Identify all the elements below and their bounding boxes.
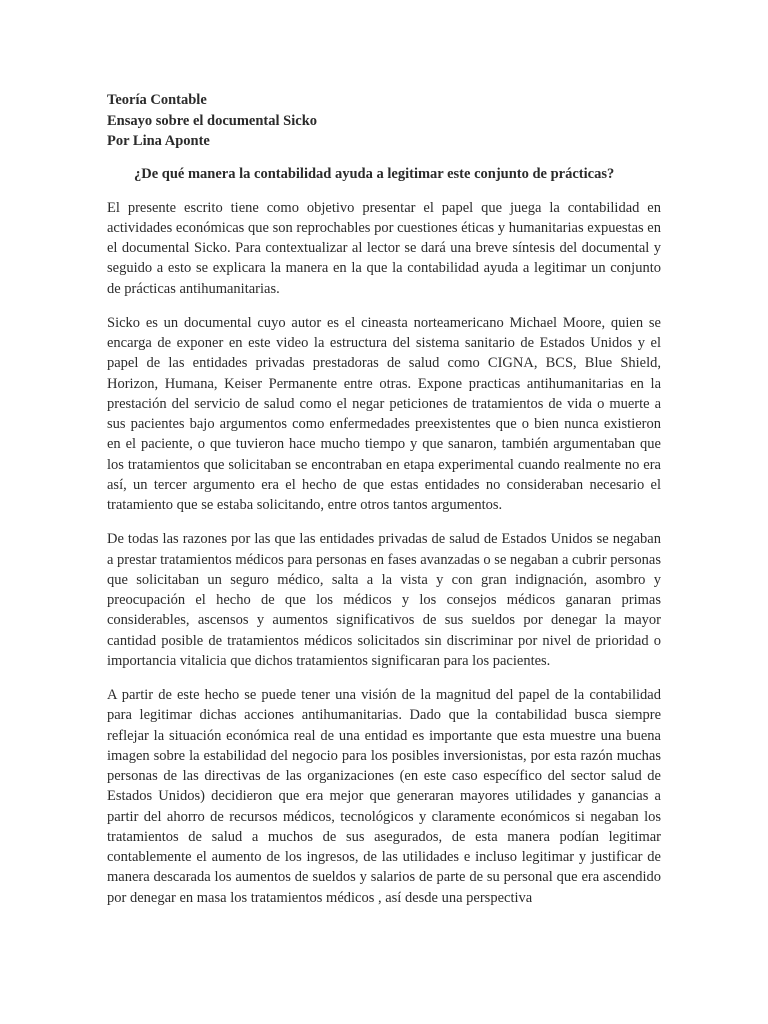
paragraph-reasons: De todas las razones por las que las entidades privadas de salud de Estados Unidos se negaban a prestar tratamientos médicos para personas en fases avanzadas o se negaban a cubrir personas que solicitaban un seguro médico, salta a la vista y con gran indignación, asombro y preocupación el hecho de que los médicos y los consejos médicos ganaran primas considerables, ascensos y aumentos significativos de sus sueldos por denegar la mayor cantidad posible de tratamientos médicos solicitados sin discriminar por nivel de prioridad o importancia vitalicia que dichos tratamientos significaran para los pacientes. bbox=[107, 531, 661, 669]
author-line: Por Lina Aponte bbox=[107, 133, 210, 149]
paragraph-accounting-role: A partir de este hecho se puede tener una visión de la magnitud del papel de la contabilidad para legitimar dichas acciones antihumanitarias. Dado que la contabilidad busca siempre reflejar la situación económica real de una entidad es importante que esta muestre una buena imagen sobre la estabilidad del negocio para los posibles inversionistas, por esta razón muchas personas de las directivas de las organizaciones (en este caso específico del sector salud de Estados Unidos) decidieron que era mejor que generaran mayores utilidades y ganancias a partir del ahorro de recursos médicos, tecnológicos y claramente económicos si negaban los tratamientos de salud a muchos de sus asegurados, de esta manera podían legitimar contablemente el aumento de los ingresos, de las utilidades e incluso legitimar y justificar de manera descarada los aumentos de sueldos y salarios de parte de su personal que era ascendido por denegar en masa los tratamientos médicos , así desde una perspectiva bbox=[107, 687, 661, 906]
document-page bbox=[107, 90, 661, 908]
research-question: ¿De qué manera la contabilidad ayuda a legitimar este conjunto de prácticas? bbox=[134, 165, 615, 182]
essay-title: Ensayo sobre el documental Sicko bbox=[107, 112, 318, 129]
paragraph-intro: El presente escrito tiene como objetivo presentar el papel que juega la contabilidad en actividades económicas que son reprochables por cuestiones éticas y humanitarias expuestas en el documental Sicko. Para contextualizar al lector se dará una breve síntesis del documental y seguido a esto se explicara la manera en la que la contabilidad ayuda a legitimar un conjunto de prácticas antihumanitarias. bbox=[107, 199, 661, 297]
paragraph-summary: Sicko es un documental cuyo autor es el cineasta norteamericano Michael Moore, quien se encarga de exponer en este video la estructura del sistema sanitario de Estados Unidos y el papel de las entidades privadas prestadoras de salud como CIGNA, BCS, Blue Shield, Horizon, Humana, Keiser Permanente entre otras. Expone practicas antihumanitarias en la prestación del servicio de salud como el negar peticiones de tratamientos de vida o muerte a sus pacientes bajo argumentos como enfermedades preexistentes que o bien nunca existieron en el paciente, o que tuvieron hace mucho tiempo y que sanaron, también argumentaban que los tratamientos que solicitaban se encontraban en etapa experimental cuando realmente no era así, un tercer argumento era el hecho de que estas entidades no consideraban necesario el tratamiento que se estaba solicitando, entre otros tantos argumentos. bbox=[107, 314, 661, 513]
course-title: Teoría Contable bbox=[107, 92, 207, 108]
